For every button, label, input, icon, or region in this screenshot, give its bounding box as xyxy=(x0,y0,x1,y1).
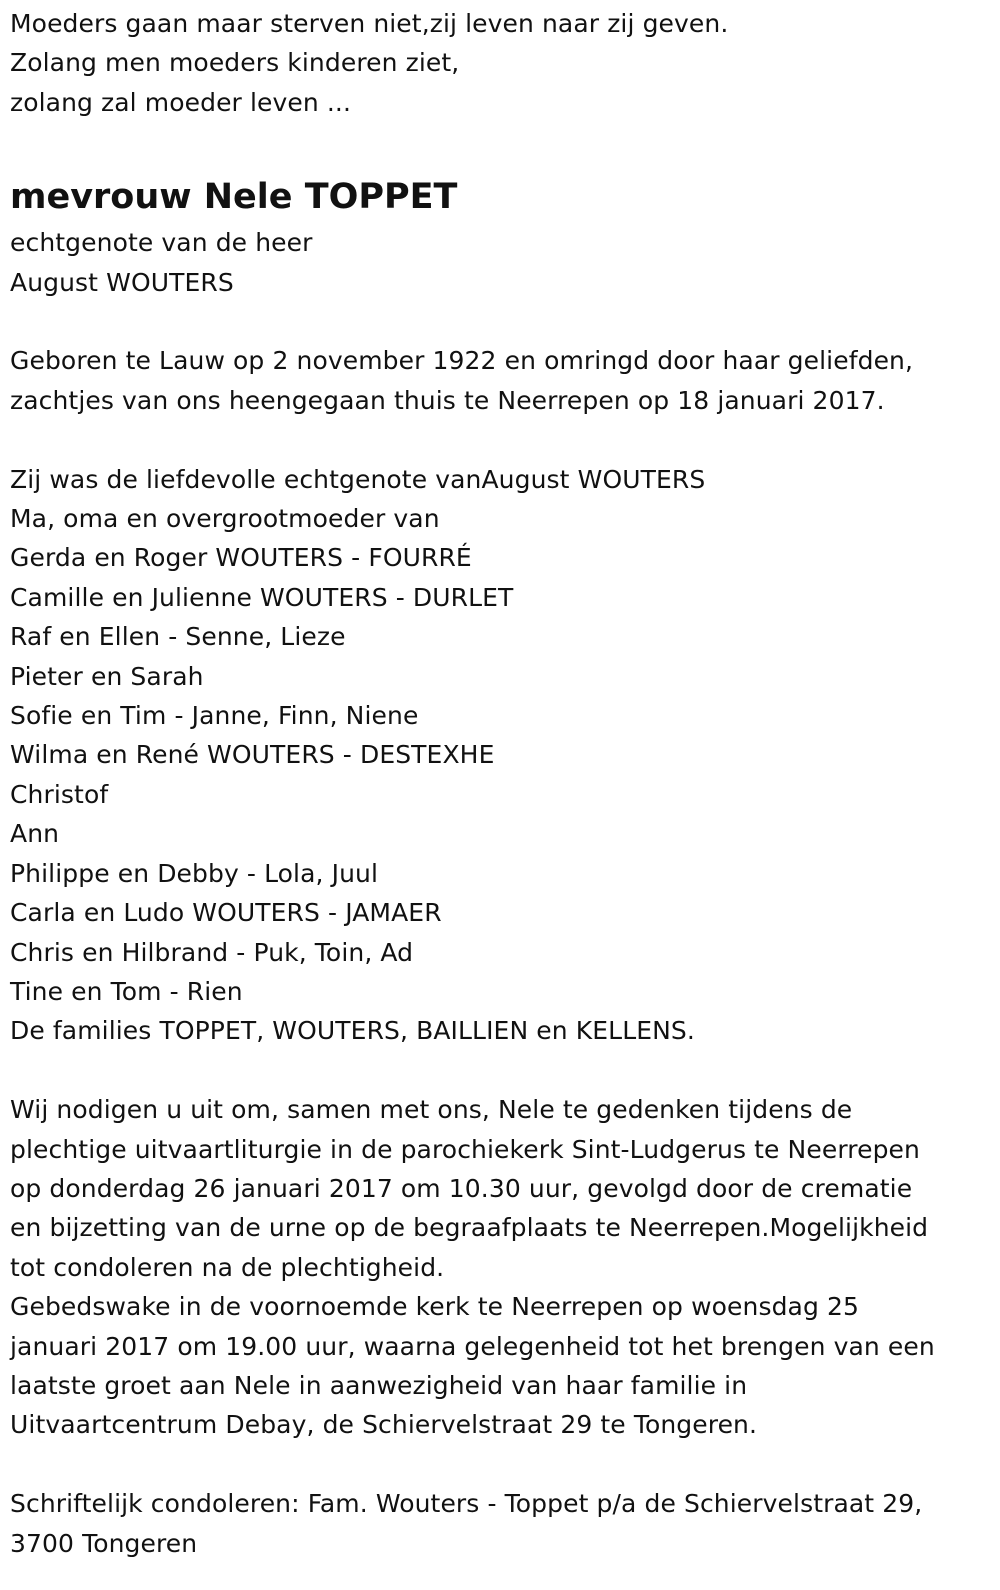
ceremony-line: en bijzetting van de urne op de begraafplaats te Neerrepen.Mogelijkheid xyxy=(10,1213,929,1243)
birth-death-line: Geboren te Lauw op 2 november 1922 en omringd door haar geliefden, xyxy=(10,346,914,376)
family-line: Chris en Hilbrand - Puk, Toin, Ad xyxy=(10,937,414,967)
condolence-line: 3700 Tongeren xyxy=(10,1528,198,1558)
condolence-line: Schriftelijk condoleren: Fam. Wouters - Toppet p/a de Schiervelstraat 29, xyxy=(10,1489,923,1519)
ceremony-line: op donderdag 26 januari 2017 om 10.30 uur, gevolgd door de crematie xyxy=(10,1173,913,1203)
poem-line: Zolang men moeders kinderen ziet, xyxy=(10,48,460,78)
poem-line: zolang zal moeder leven ... xyxy=(10,87,352,117)
ceremony-line: laatste groet aan Nele in aanwezigheid van haar familie in xyxy=(10,1370,748,1400)
condolence-section xyxy=(10,1484,990,1563)
family-section xyxy=(10,460,990,1051)
spouse-line: August WOUTERS xyxy=(10,267,234,297)
family-line: Ma, oma en overgrootmoeder van xyxy=(10,504,440,534)
family-line: Tine en Tom - Rien xyxy=(10,976,243,1006)
spouse-section xyxy=(10,223,990,302)
family-line: Carla en Ludo WOUTERS - JAMAER xyxy=(10,898,442,928)
spacer xyxy=(10,420,990,459)
spacer xyxy=(10,302,990,341)
family-line: Wilma en René WOUTERS - DESTEXHE xyxy=(10,740,495,770)
spacer xyxy=(10,1051,990,1090)
family-line: Sofie en Tim - Janne, Finn, Niene xyxy=(10,701,419,731)
birth-death-line: zachtjes van ons heengegaan thuis te Neerrepen op 18 januari 2017. xyxy=(10,385,885,415)
spouse-line: echtgenote van de heer xyxy=(10,228,313,258)
family-line: Zij was de liefdevolle echtgenote vanAugust WOUTERS xyxy=(10,464,706,494)
ceremony-line: plechtige uitvaartliturgie in de parochiekerk Sint-Ludgerus te Neerrepen xyxy=(10,1134,920,1164)
deceased-name: mevrouw Nele TOPPET xyxy=(10,177,458,218)
family-line: Philippe en Debby - Lola, Juul xyxy=(10,858,379,888)
family-line: Raf en Ellen - Senne, Lieze xyxy=(10,622,346,652)
ceremony-section xyxy=(10,1090,990,1445)
ceremony-line: Gebedswake in de voornoemde kerk te Neerrepen op woensdag 25 xyxy=(10,1292,859,1322)
family-line: De families TOPPET, WOUTERS, BAILLIEN en KELLENS. xyxy=(10,1016,695,1046)
ceremony-line: Wij nodigen u uit om, samen met ons, Nele te gedenken tijdens de xyxy=(10,1095,853,1125)
spacer xyxy=(10,1445,990,1484)
family-line: Camille en Julienne WOUTERS - DURLET xyxy=(10,582,514,612)
birth-death-section xyxy=(10,341,990,420)
poem-section xyxy=(10,4,990,122)
ceremony-line: tot condoleren na de plechtigheid. xyxy=(10,1252,445,1282)
ceremony-line: januari 2017 om 19.00 uur, waarna gelegenheid tot het brengen van een xyxy=(10,1331,935,1361)
family-line: Christof xyxy=(10,779,109,809)
ceremony-line: Uitvaartcentrum Debay, de Schiervelstraat 29 te Tongeren. xyxy=(10,1410,758,1440)
family-line: Pieter en Sarah xyxy=(10,661,204,691)
poem-line: Moeders gaan maar sterven niet,zij leven naar zij geven. xyxy=(10,9,729,38)
family-line: Ann xyxy=(10,819,60,849)
family-line: Gerda en Roger WOUTERS - FOURRÉ xyxy=(10,543,472,573)
